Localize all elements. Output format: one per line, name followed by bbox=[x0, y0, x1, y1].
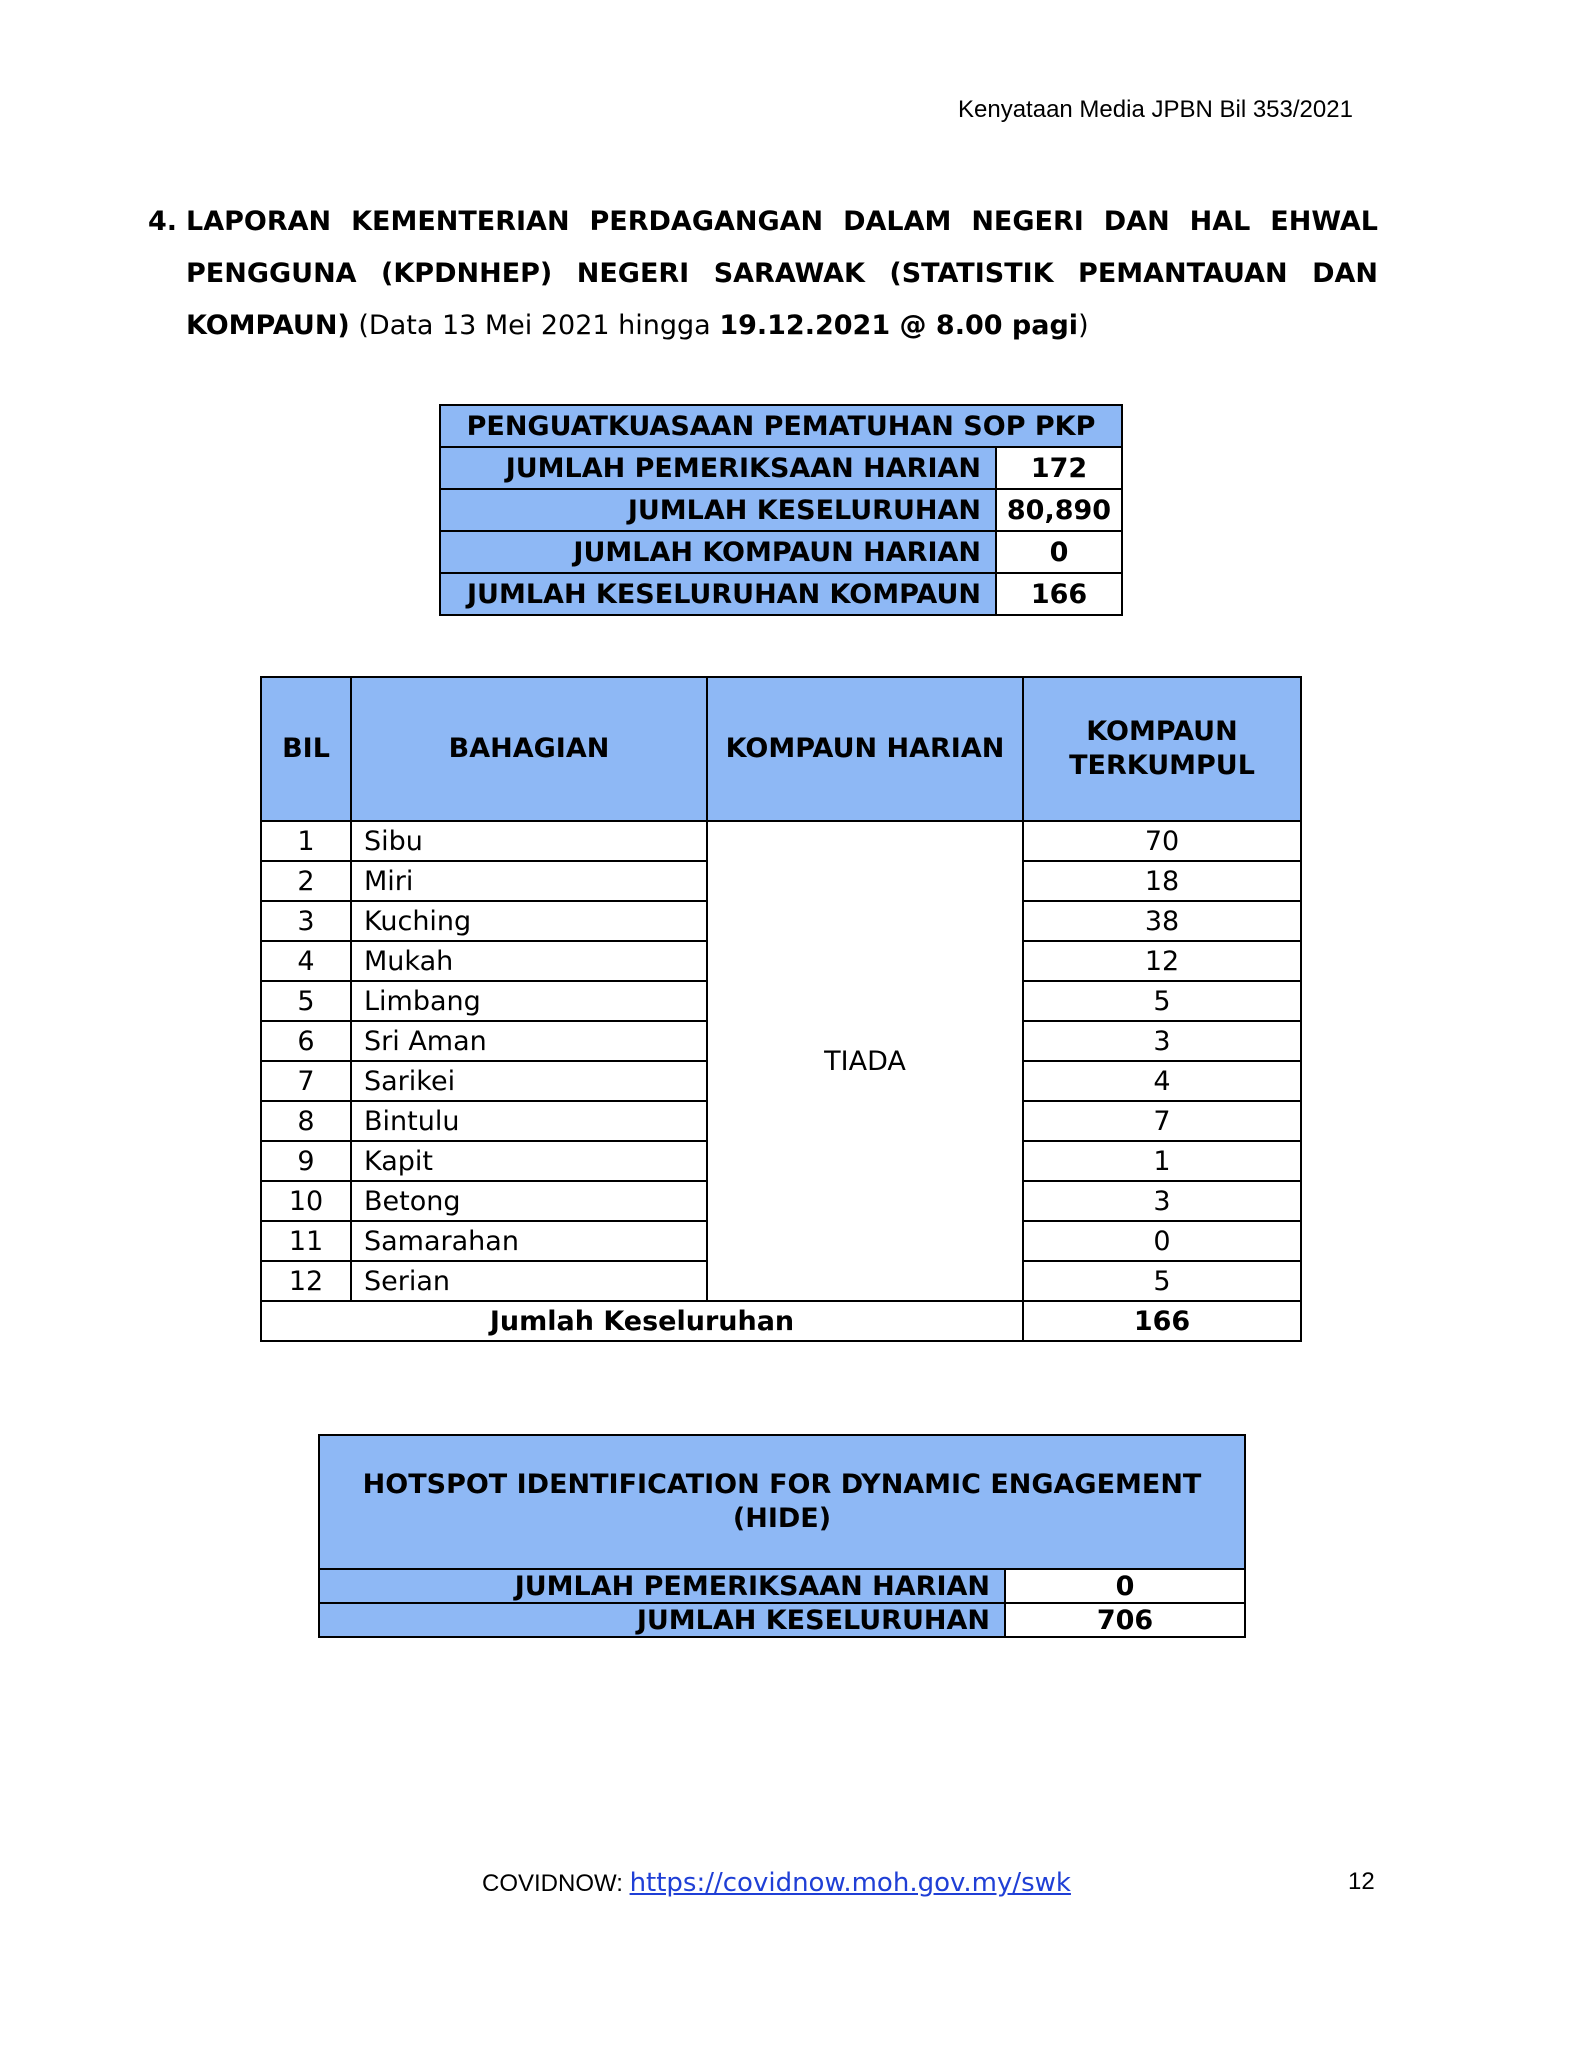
footer bbox=[482, 1868, 1071, 1898]
cell-bahagian: Serian bbox=[351, 1261, 707, 1301]
covidnow-link[interactable]: https://covidnow.moh.gov.my/swk bbox=[629, 1868, 1071, 1898]
table-row bbox=[319, 1569, 1245, 1603]
cell-bil: 6 bbox=[261, 1021, 351, 1061]
cell-bahagian: Kapit bbox=[351, 1141, 707, 1181]
page-number: 12 bbox=[1348, 1868, 1375, 1895]
cell-bil: 12 bbox=[261, 1261, 351, 1301]
table-row bbox=[440, 573, 1122, 615]
column-header-bil: BIL bbox=[261, 677, 351, 821]
section-title: LAPORAN KEMENTERIAN PERDAGANGAN DALAM NEGERI DAN HAL EHWAL PENGGUNA (KPDNHEP) NEGERI SARAWAK (STATISTIK PEMANTAUAN DAN KOMPAUN) bbox=[186, 206, 1378, 341]
table-header-row bbox=[261, 677, 1301, 821]
cell-kompaun-terkumpul: 7 bbox=[1023, 1101, 1301, 1141]
section-heading bbox=[148, 196, 1378, 352]
sop-row-value: 172 bbox=[996, 447, 1122, 489]
table-row bbox=[440, 447, 1122, 489]
cell-bil: 11 bbox=[261, 1221, 351, 1261]
division-compound-table bbox=[260, 676, 1302, 1342]
cell-bil: 8 bbox=[261, 1101, 351, 1141]
footer-label: COVIDNOW: bbox=[482, 1870, 630, 1897]
cell-bahagian: Limbang bbox=[351, 981, 707, 1021]
cell-kompaun-terkumpul: 3 bbox=[1023, 1181, 1301, 1221]
table-row bbox=[319, 1603, 1245, 1637]
cell-kompaun-terkumpul: 1 bbox=[1023, 1141, 1301, 1181]
total-label: Jumlah Keseluruhan bbox=[261, 1301, 1023, 1341]
sop-row-label: JUMLAH KESELURUHAN bbox=[440, 489, 996, 531]
cell-bil: 7 bbox=[261, 1061, 351, 1101]
cell-bahagian: Samarahan bbox=[351, 1221, 707, 1261]
cell-bil: 2 bbox=[261, 861, 351, 901]
sop-row-value: 0 bbox=[996, 531, 1122, 573]
sop-table-title: PENGUATKUASAAN PEMATUHAN SOP PKP bbox=[440, 405, 1122, 447]
cell-kompaun-terkumpul: 5 bbox=[1023, 981, 1301, 1021]
hide-row-value: 706 bbox=[1005, 1603, 1245, 1637]
cell-bahagian: Bintulu bbox=[351, 1101, 707, 1141]
cell-kompaun-terkumpul: 38 bbox=[1023, 901, 1301, 941]
cell-kompaun-terkumpul: 4 bbox=[1023, 1061, 1301, 1101]
sop-row-value: 80,890 bbox=[996, 489, 1122, 531]
sop-row-label: JUMLAH PEMERIKSAAN HARIAN bbox=[440, 447, 996, 489]
cell-bahagian: Betong bbox=[351, 1181, 707, 1221]
hide-row-value: 0 bbox=[1005, 1569, 1245, 1603]
cell-kompaun-terkumpul: 3 bbox=[1023, 1021, 1301, 1061]
table-row bbox=[440, 489, 1122, 531]
cell-bil: 4 bbox=[261, 941, 351, 981]
cell-bahagian: Kuching bbox=[351, 901, 707, 941]
cell-bil: 9 bbox=[261, 1141, 351, 1181]
table-row bbox=[440, 531, 1122, 573]
section-note-suffix: ) bbox=[1078, 310, 1089, 341]
section-note-date: 19.12.2021 @ 8.00 pagi bbox=[719, 310, 1079, 341]
cell-bil: 10 bbox=[261, 1181, 351, 1221]
hide-table bbox=[318, 1434, 1246, 1638]
cell-bahagian: Mukah bbox=[351, 941, 707, 981]
cell-kompaun-terkumpul: 0 bbox=[1023, 1221, 1301, 1261]
cell-kompaun-harian: TIADA bbox=[707, 821, 1023, 1301]
column-header-bahagian: BAHAGIAN bbox=[351, 677, 707, 821]
hide-table-title: HOTSPOT IDENTIFICATION FOR DYNAMIC ENGAGEMENT (HIDE) bbox=[319, 1435, 1245, 1569]
cell-bahagian: Sri Aman bbox=[351, 1021, 707, 1061]
sop-enforcement-table bbox=[439, 404, 1123, 616]
column-header-kompaun-harian: KOMPAUN HARIAN bbox=[707, 677, 1023, 821]
column-header-kompaun-terkumpul: KOMPAUN TERKUMPUL bbox=[1023, 677, 1301, 821]
table-total-row bbox=[261, 1301, 1301, 1341]
sop-row-value: 166 bbox=[996, 573, 1122, 615]
cell-kompaun-terkumpul: 70 bbox=[1023, 821, 1301, 861]
cell-bil: 3 bbox=[261, 901, 351, 941]
cell-bahagian: Sibu bbox=[351, 821, 707, 861]
sop-row-label: JUMLAH KESELURUHAN KOMPAUN bbox=[440, 573, 996, 615]
cell-kompaun-terkumpul: 12 bbox=[1023, 941, 1301, 981]
cell-bil: 5 bbox=[261, 981, 351, 1021]
cell-bahagian: Sarikei bbox=[351, 1061, 707, 1101]
document-reference: Kenyataan Media JPBN Bil 353/2021 bbox=[958, 96, 1353, 123]
table-row bbox=[261, 821, 1301, 861]
sop-row-label: JUMLAH KOMPAUN HARIAN bbox=[440, 531, 996, 573]
hide-row-label: JUMLAH KESELURUHAN bbox=[319, 1603, 1005, 1637]
section-number: 4. bbox=[148, 206, 178, 237]
section-note-prefix: (Data 13 Mei 2021 hingga bbox=[349, 310, 720, 341]
cell-kompaun-terkumpul: 5 bbox=[1023, 1261, 1301, 1301]
cell-kompaun-terkumpul: 18 bbox=[1023, 861, 1301, 901]
cell-bahagian: Miri bbox=[351, 861, 707, 901]
cell-bil: 1 bbox=[261, 821, 351, 861]
total-value: 166 bbox=[1023, 1301, 1301, 1341]
hide-row-label: JUMLAH PEMERIKSAAN HARIAN bbox=[319, 1569, 1005, 1603]
